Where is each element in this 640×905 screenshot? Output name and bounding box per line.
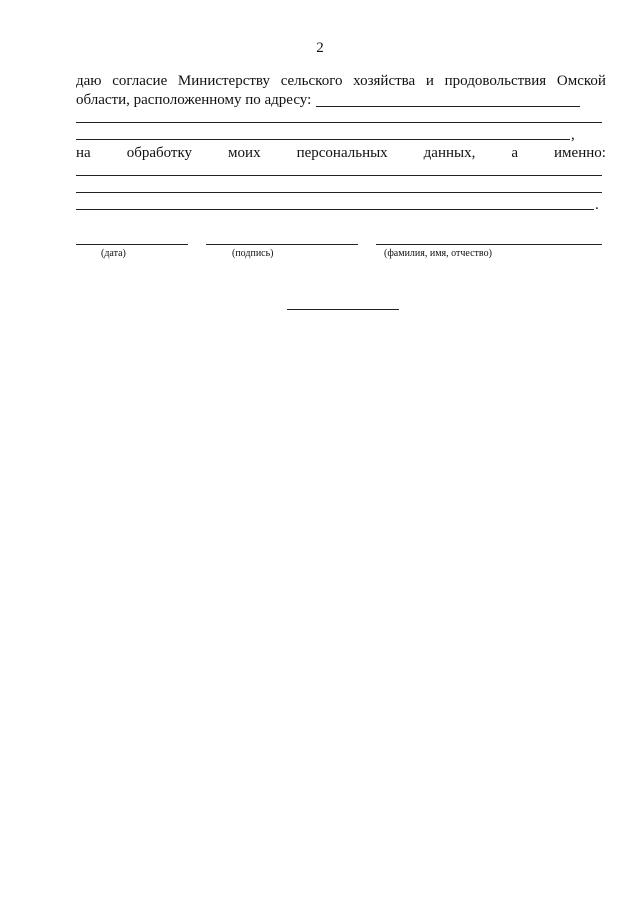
signature-caption: (подпись) [232,248,274,259]
consent-text-line-2: области, расположенному по адресу: [76,92,312,108]
word: на [76,145,91,161]
word: согласие [112,73,168,89]
word: данных, [423,145,476,161]
word: сельского [280,73,343,89]
consent-text-line-5 [76,144,606,162]
page-number: 2 [316,40,324,56]
word: моих [228,145,261,161]
address-blank-line[interactable] [316,106,580,107]
word: продовольствия [444,73,547,89]
word: и [425,73,434,89]
consent-text-line-1 [76,72,606,90]
full-name-caption: (фамилия, имя, отчество) [384,248,492,259]
word: а [511,145,519,161]
word: Омской [556,73,606,89]
personal-data-line-2[interactable] [76,192,602,193]
word: обработку [126,145,193,161]
address-end-line[interactable] [76,139,570,140]
word: именно: [554,145,606,161]
date-line[interactable] [76,244,188,245]
end-of-document-rule [287,309,399,310]
word: даю [76,73,102,89]
personal-data-line-1[interactable] [76,175,602,176]
address-continuation-line[interactable] [76,122,602,123]
date-caption: (дата) [101,248,126,259]
comma-mark: , [571,127,575,143]
signature-line[interactable] [206,244,358,245]
personal-data-line-3[interactable] [76,209,594,210]
word: персональных [296,145,388,161]
full-name-line[interactable] [376,244,602,245]
word: хозяйства [353,73,416,89]
period-mark: . [595,197,599,213]
word: Министерству [177,73,270,89]
